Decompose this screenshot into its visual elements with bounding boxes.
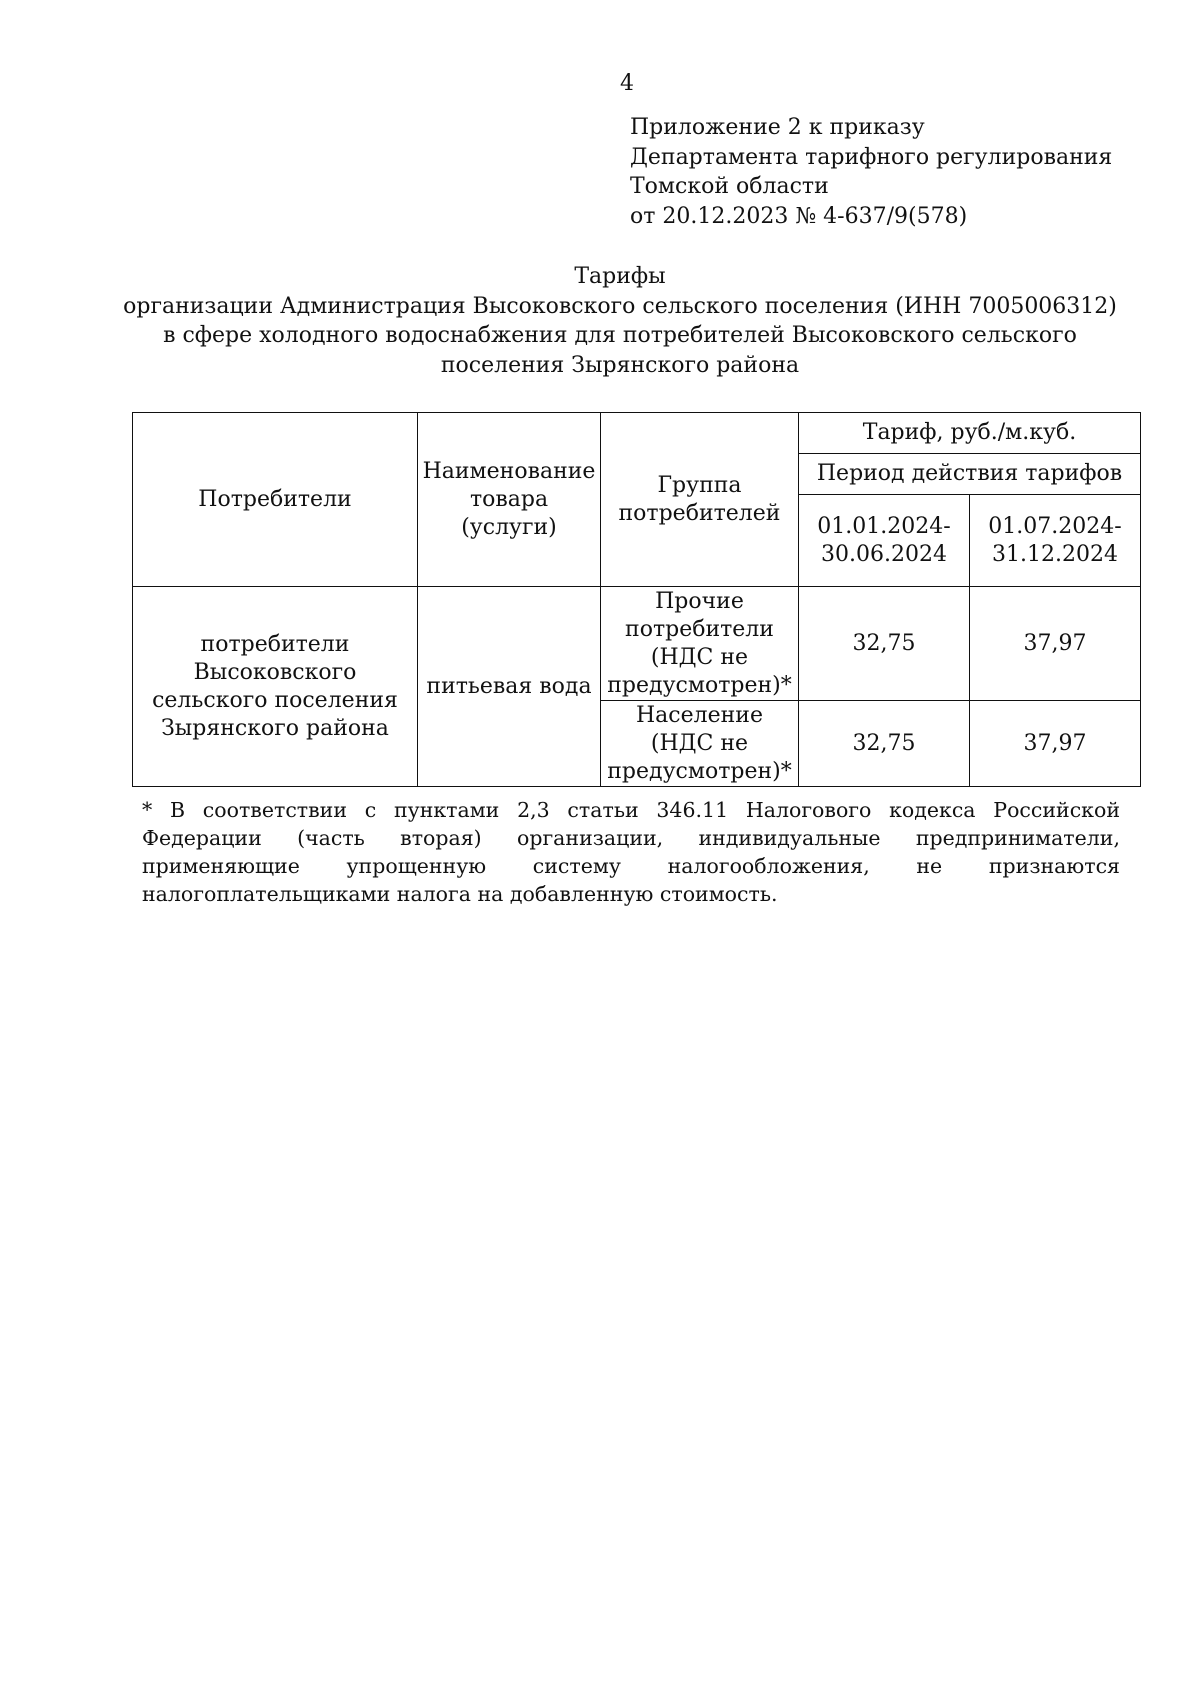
header-period: Период действия тарифов — [799, 454, 1141, 495]
header-tariff: Тариф, руб./м.куб. — [799, 413, 1141, 454]
group-cell: Население (НДС не предусмотрен)* — [601, 701, 799, 787]
title-line: организации Администрация Высоковского сельского поселения (ИНН 7005006312) — [123, 293, 1117, 319]
tariff-table — [132, 412, 1141, 787]
header-product: Наименование товара (услуги) — [418, 413, 601, 587]
header-period-2: 01.07.2024-31.12.2024 — [970, 495, 1141, 587]
tariff-value-cell: 32,75 — [799, 587, 970, 701]
tariff-value-cell: 32,75 — [799, 701, 970, 787]
title-line: поселения Зырянского района — [440, 352, 800, 378]
table-row — [133, 587, 1141, 701]
footnote: * В соответствии с пунктами 2,3 статьи 346.11 Налогового кодекса Российской Федерации (часть вторая) организации, индивидуальные предприниматели, применяющие упрощенную систему налогообложения, не признаются налогоплательщиками налога на добавленную стоимость. — [142, 798, 1120, 906]
group-cell: Прочие потребители (НДС не предусмотрен)* — [601, 587, 799, 701]
tariff-value-cell: 37,97 — [970, 587, 1141, 701]
product-cell: питьевая вода — [418, 587, 601, 787]
appendix-reference — [630, 113, 1150, 231]
consumers-cell: потребители Высоковского сельского поселения Зырянского района — [133, 587, 418, 787]
tariff-value-cell: 37,97 — [970, 701, 1141, 787]
appendix-line: Департамента тарифного регулирования — [630, 144, 1113, 170]
page-number: 4 — [620, 71, 634, 96]
title-line: Тарифы — [574, 264, 666, 289]
appendix-line: Томской области — [630, 174, 829, 199]
header-period-1: 01.01.2024-30.06.2024 — [799, 495, 970, 587]
title-line: в сфере холодного водоснабжения для потребителей Высоковского сельского — [163, 323, 1077, 348]
appendix-line: от 20.12.2023 № 4-637/9(578) — [630, 203, 968, 229]
header-consumers: Потребители — [133, 413, 418, 587]
header-group: Группа потребителей — [601, 413, 799, 587]
document-title — [120, 262, 1120, 380]
appendix-line: Приложение 2 к приказу — [630, 115, 925, 140]
